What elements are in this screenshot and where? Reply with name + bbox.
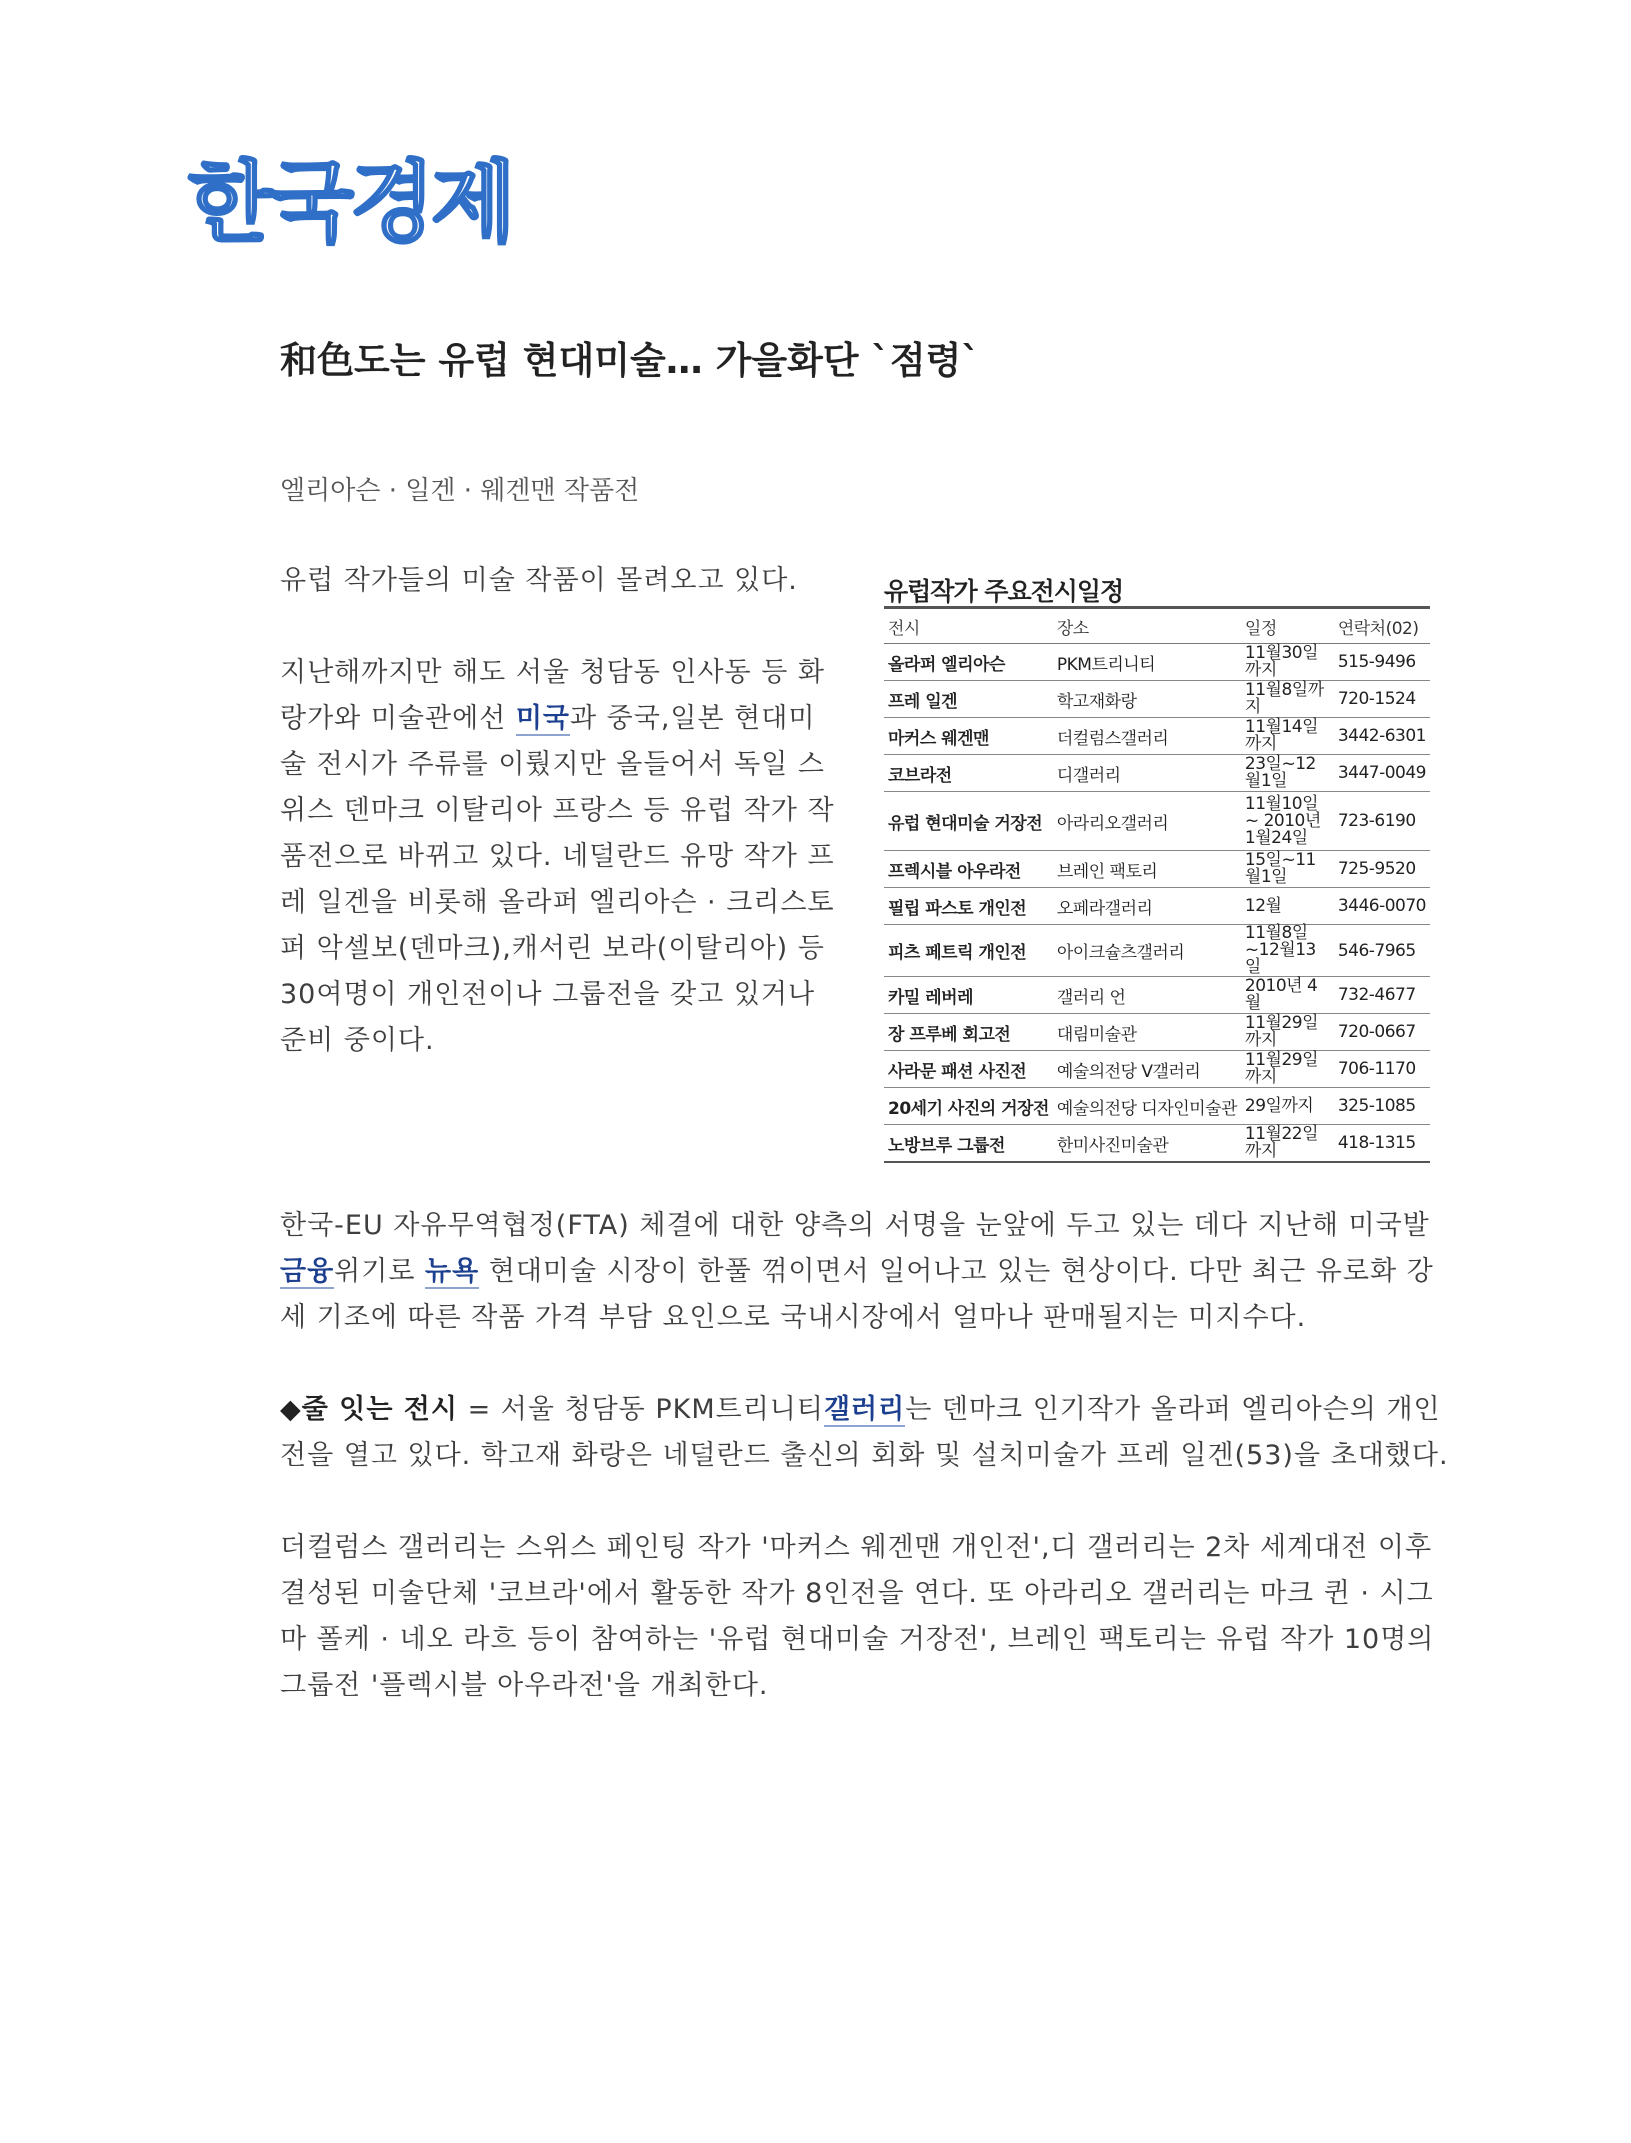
cell-exhibition: 프레 일겐	[884, 681, 1053, 718]
newspaper-logo: 한국경제	[188, 151, 513, 254]
keyword-link-usa[interactable]: 미국	[515, 703, 570, 734]
cell-venue: 아이크슐츠갤러리	[1053, 925, 1241, 977]
cell-contact: 3442-6301	[1334, 718, 1430, 755]
cell-dates: 2010년 4월	[1241, 977, 1334, 1014]
cell-contact: 720-0667	[1334, 1014, 1430, 1051]
section-heading: ◆줄 잇는 전시	[280, 1394, 458, 1425]
cell-dates: 11월8일까지	[1241, 681, 1334, 718]
article-intro-column	[280, 558, 840, 1110]
exhibition-schedule-table	[884, 572, 1430, 1163]
cell-exhibition: 프렉시블 아우라전	[884, 851, 1053, 888]
schedule-title: 유럽작가 주요전시일정	[884, 572, 1430, 609]
cell-exhibition: 필립 파스토 개인전	[884, 888, 1053, 925]
cell-exhibition: 카밀 레버레	[884, 977, 1053, 1014]
cell-contact: 546-7965	[1334, 925, 1430, 977]
table-row	[884, 1051, 1430, 1088]
cell-venue: 아라리오갤러리	[1053, 792, 1241, 851]
paragraph-4-text-b: 는 덴마크 인기작가 올라퍼 엘리아슨의 개인전을 열고 있다. 학고재 화랑은 네덜란드 출신의 회화 및 설치미술가 프레 일겐(53)을 초대했다.	[280, 1394, 1449, 1471]
cell-dates: 29일까지	[1241, 1088, 1334, 1125]
paragraph-5: 더컬럼스 갤러리는 스위스 페인팅 작가 '마커스 웨겐맨 개인전',디 갤러리는 2차 세계대전 이후 결성된 미술단체 '코브라'에서 활동한 작가 8인전을 연다. 또 아라리오 갤러리는 마크 퀸 · 시그마 폴케 · 네오 라흐 등이 참여하는 '유럽 현대미술 거장전', 브레인 팩토리는 유럽 작가 10명의 그룹전 '플렉시블 아우라전'을 개최한다.	[280, 1532, 1435, 1701]
cell-venue: 예술의전당 디자인미술관	[1053, 1088, 1241, 1125]
paragraph-3	[280, 1203, 1450, 1341]
cell-contact: 325-1085	[1334, 1088, 1430, 1125]
table-row	[884, 977, 1430, 1014]
cell-dates: 11월29일까지	[1241, 1014, 1334, 1051]
table-row	[884, 851, 1430, 888]
cell-contact: 732-4677	[1334, 977, 1430, 1014]
table-row	[884, 792, 1430, 851]
cell-contact: 725-9520	[1334, 851, 1430, 888]
keyword-link-newyork[interactable]: 뉴욕	[425, 1256, 480, 1287]
cell-dates: 11월29일까지	[1241, 1051, 1334, 1088]
header-contact: 연락처(02)	[1334, 609, 1430, 644]
article-headline: 和色도는 유럽 현대미술… 가을화단 `점령`	[280, 339, 980, 382]
paragraph-2	[280, 650, 840, 1064]
cell-exhibition: 20세기 사진의 거장전	[884, 1088, 1053, 1125]
article-subheadline: 엘리아슨 · 일겐 · 웨겐맨 작품전	[280, 476, 640, 506]
cell-venue: 한미사진미술관	[1053, 1125, 1241, 1163]
cell-dates: 11월30일까지	[1241, 644, 1334, 681]
cell-contact: 723-6190	[1334, 792, 1430, 851]
article-body	[280, 1203, 1450, 1755]
table-row	[884, 1125, 1430, 1163]
paragraph-3-text-b: 위기로	[334, 1256, 426, 1287]
paragraph-2-text-a: 지난해까지만 해도 서울 청담동 인사동 등 화랑가와 미술관에선	[280, 657, 825, 734]
paragraph-1: 유럽 작가들의 미술 작품이 몰려오고 있다.	[280, 565, 798, 596]
cell-exhibition: 유럽 현대미술 거장전	[884, 792, 1053, 851]
cell-venue: 갤러리 언	[1053, 977, 1241, 1014]
cell-exhibition: 피츠 페트릭 개인전	[884, 925, 1053, 977]
cell-venue: 학고재화랑	[1053, 681, 1241, 718]
keyword-link-gallery[interactable]: 갤러리	[823, 1394, 906, 1425]
table-row	[884, 888, 1430, 925]
cell-venue: 브레인 팩토리	[1053, 851, 1241, 888]
paragraph-3-text-a: 한국-EU 자유무역협정(FTA) 체결에 대한 양측의 서명을 눈앞에 두고 있는 데다 지난해 미국발	[280, 1210, 1430, 1241]
cell-exhibition: 노방브루 그룹전	[884, 1125, 1053, 1163]
cell-dates: 12월	[1241, 888, 1334, 925]
cell-contact: 706-1170	[1334, 1051, 1430, 1088]
table-row	[884, 925, 1430, 977]
cell-exhibition: 장 프루베 회고전	[884, 1014, 1053, 1051]
table-row	[884, 755, 1430, 792]
table-row	[884, 718, 1430, 755]
cell-venue: PKM트리니티	[1053, 644, 1241, 681]
schedule-grid	[884, 609, 1430, 1163]
cell-dates: 23일~12월1일	[1241, 755, 1334, 792]
header-dates: 일정	[1241, 609, 1334, 644]
cell-contact: 3446-0070	[1334, 888, 1430, 925]
cell-venue: 더컬럼스갤러리	[1053, 718, 1241, 755]
paragraph-2-text-b: 과 중국,일본 현대미술 전시가 주류를 이뤘지만 올들어서 독일 스위스 덴마크 이탈리아 프랑스 등 유럽 작가 작품전으로 바뀌고 있다. 네덜란드 유망 작가 프레 일겐을 비롯해 올라퍼 엘리아슨 · 크리스토퍼 악셀보(덴마크),캐서린 보라(이탈리아) 등 30여명이 개인전이나 그룹전을 갖고 있거나 준비 중이다.	[280, 703, 835, 1056]
header-venue: 장소	[1053, 609, 1241, 644]
cell-dates: 15일~11월1일	[1241, 851, 1334, 888]
paragraph-4	[280, 1387, 1450, 1479]
paragraph-4-text-a: = 서울 청담동 PKM트리니티	[457, 1394, 824, 1425]
cell-exhibition: 올라퍼 엘리아슨	[884, 644, 1053, 681]
cell-exhibition: 코브라전	[884, 755, 1053, 792]
cell-dates: 11월10일~ 2010년1월24일	[1241, 792, 1334, 851]
table-row	[884, 681, 1430, 718]
cell-dates: 11월14일까지	[1241, 718, 1334, 755]
schedule-header-row	[884, 609, 1430, 644]
cell-exhibition: 사라문 패션 사진전	[884, 1051, 1053, 1088]
cell-contact: 720-1524	[1334, 681, 1430, 718]
cell-venue: 대림미술관	[1053, 1014, 1241, 1051]
table-row	[884, 1014, 1430, 1051]
cell-exhibition: 마커스 웨겐맨	[884, 718, 1053, 755]
paragraph-3-text-c: 현대미술 시장이 한풀 꺾이면서 일어나고 있는 현상이다. 다만 최근 유로화 강세 기조에 따른 작품 가격 부담 요인으로 국내시장에서 얼마나 판매될지는 미지수다.	[280, 1256, 1434, 1333]
cell-venue: 디갤러리	[1053, 755, 1241, 792]
header-exhibition: 전시	[884, 609, 1053, 644]
cell-contact: 418-1315	[1334, 1125, 1430, 1163]
cell-dates: 11월8일~12월13일	[1241, 925, 1334, 977]
cell-contact: 515-9496	[1334, 644, 1430, 681]
keyword-link-finance[interactable]: 금융	[280, 1256, 335, 1287]
table-row	[884, 1088, 1430, 1125]
cell-venue: 오페라갤러리	[1053, 888, 1241, 925]
cell-dates: 11월22일까지	[1241, 1125, 1334, 1163]
cell-venue: 예술의전당 V갤러리	[1053, 1051, 1241, 1088]
cell-contact: 3447-0049	[1334, 755, 1430, 792]
table-row	[884, 644, 1430, 681]
